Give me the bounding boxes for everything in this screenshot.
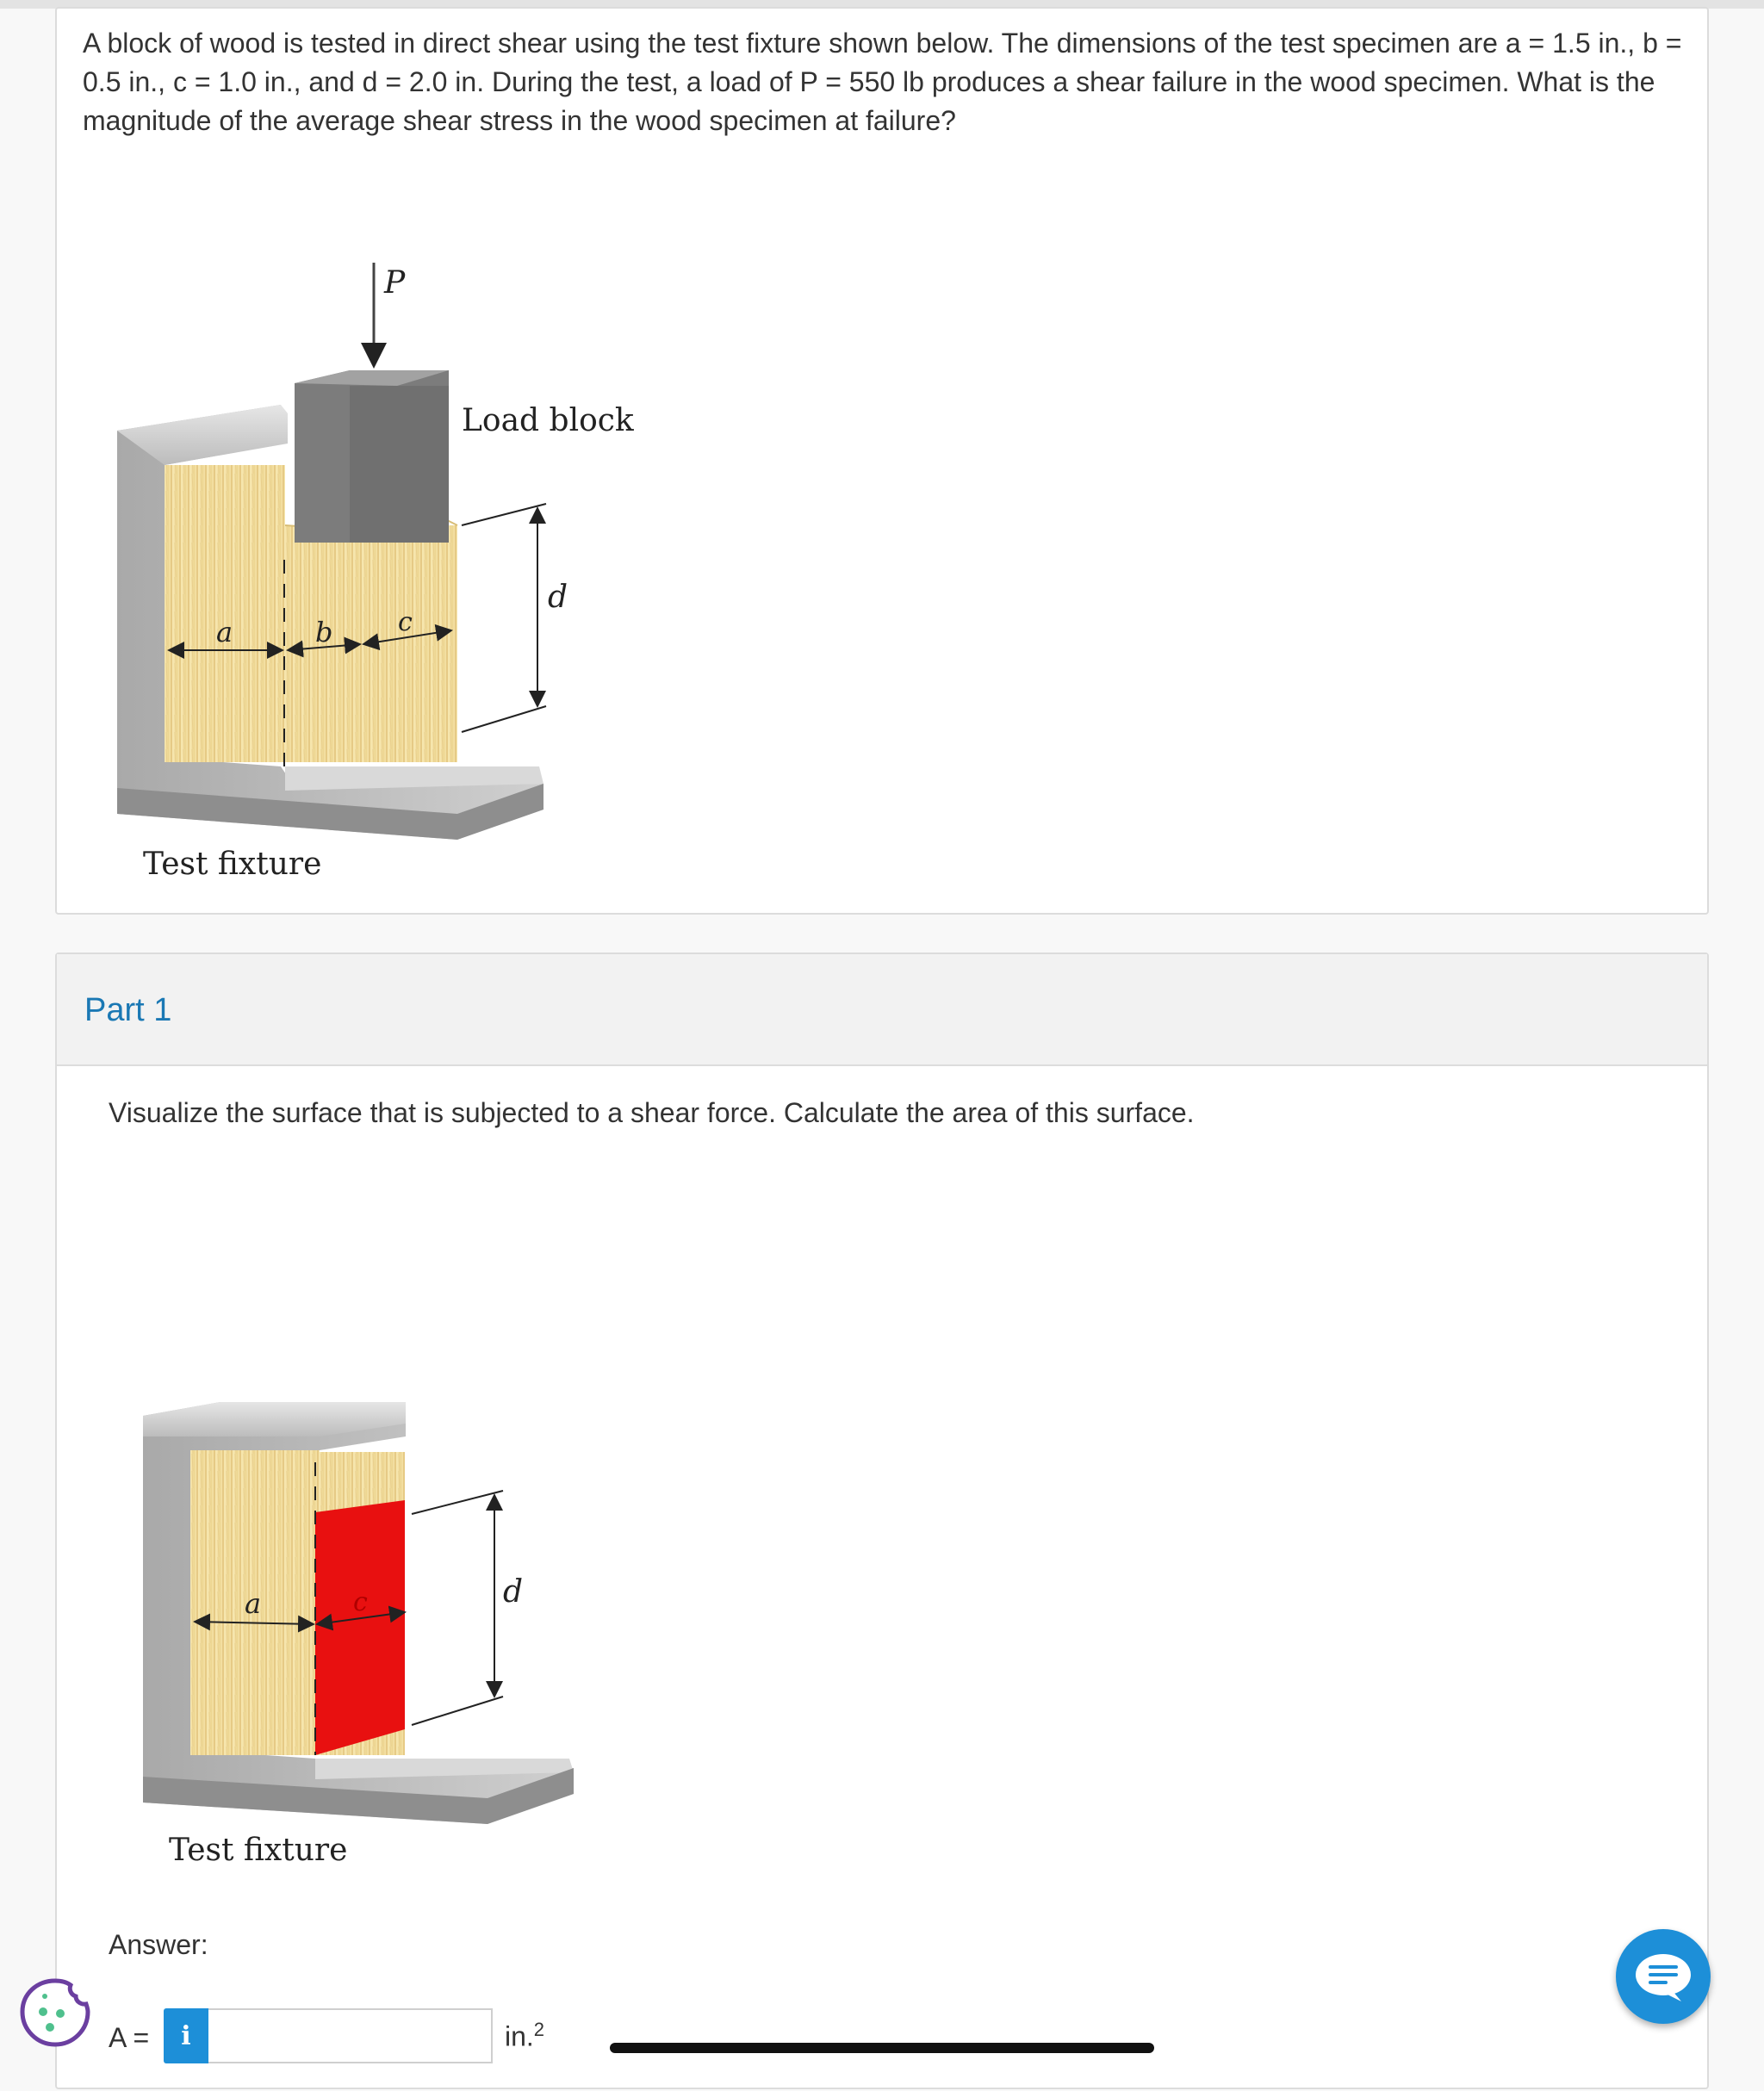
load-label: P xyxy=(384,265,406,301)
dim-a-label: a xyxy=(216,616,233,648)
problem-statement: A block of wood is tested in direct shear using the test fixture shown below. The dimensions of the test specimen are a = 1.5 in., b = 0.5 in., c = 1.0 in., and d = 2.0 in. During the test, a load of P = 550 lb produces a shear failure in the wood specimen. What is the magnitude of the average shear stress in the wood specimen at failure? xyxy=(83,28,1682,136)
shear-surface-figure xyxy=(57,954,1711,2091)
fixture-label: Test fixture xyxy=(169,1833,348,1868)
unit-label xyxy=(505,2019,544,2053)
part-instruction: Visualize the surface that is subjected to a shear force. Calculate the area of this surface. xyxy=(109,1097,1195,1128)
dim-a-label: a xyxy=(245,1587,262,1620)
load-block xyxy=(295,370,449,543)
home-indicator xyxy=(610,2043,1154,2053)
wood-specimen-left xyxy=(165,465,285,762)
chat-icon xyxy=(1616,1929,1711,2024)
problem-card xyxy=(55,7,1709,915)
area-field-label: A = xyxy=(109,2022,150,2053)
load-block-label: Load block xyxy=(462,403,634,438)
unit-exponent: 2 xyxy=(533,2019,545,2040)
chat-button[interactable] xyxy=(1616,1929,1711,2024)
area-answer-input[interactable] xyxy=(208,2008,493,2063)
dim-c-label: c xyxy=(398,607,413,637)
answer-label: Answer: xyxy=(109,1929,208,1960)
shear-surface xyxy=(315,1500,405,1755)
part-1-card xyxy=(55,952,1709,2089)
fixture-label: Test fixture xyxy=(143,847,322,882)
info-icon[interactable]: i xyxy=(164,2008,208,2063)
dim-d-label: d xyxy=(548,580,568,615)
cookie-icon[interactable] xyxy=(19,1976,91,2048)
part-title: Part 1 xyxy=(84,992,172,1028)
unit-text: in. xyxy=(505,2020,534,2052)
test-fixture-figure xyxy=(57,9,1711,916)
dim-b-label: b xyxy=(315,616,333,648)
dim-c-label: c xyxy=(353,1587,368,1617)
dim-d-label: d xyxy=(503,1574,524,1610)
